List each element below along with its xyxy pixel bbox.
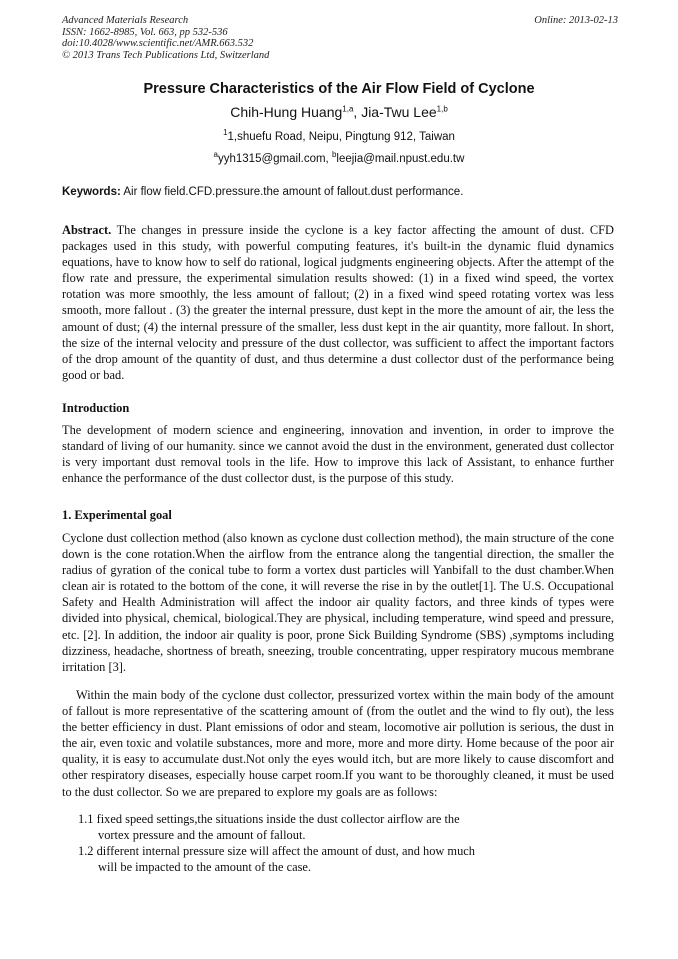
keywords [62, 186, 463, 198]
keywords-label: Keywords: [62, 186, 121, 198]
doi-line: doi:10.4028/www.scientific.net/AMR.663.532 [62, 38, 254, 50]
author-affiliation-mark: 1,a [342, 104, 354, 114]
email-mark: a [213, 150, 218, 160]
goal-item-1-line-1: 1.1 fixed speed settings,the situations inside the dust collector airflow are the [78, 812, 460, 826]
affiliation-address: 1,shuefu Road, Neipu, Pingtung 912, Taiwan [227, 131, 455, 143]
section-heading-experimental-goal: 1. Experimental goal [62, 508, 172, 522]
copyright-line: © 2013 Trans Tech Publications Ltd, Switzerland [62, 49, 270, 61]
author-separator: , [353, 104, 362, 120]
affiliation [0, 128, 678, 143]
experimental-goal-paragraph-1: Cyclone dust collection method (also known as cyclone dust collection method), the main structure of the cone down is the cone rotation.When the airflow from the entrance along the tangential direction, the smaller the radius of gyration of the conical tube to form a vortex dust particles will Yanbifall to the dust chamber.When clean air is rotated to the bottom of the cone, it will reverse the rise in by the outlet[1]. The U.S. Occupational Safety and Health Administration will affect the indoor air quality factors, and three kinds of types were divided into physical, chemical, biological.They are physical, including temperature, wind speed and pressure, etc. [2]. In addition, the indoor air quality is poor, prone Sick Building Syndrome (SBS) ,symptoms including dizziness, headache, shortness of breath, sneezing, trouble concentrating, upper respiratory mucous membrane irritation [3]. [62, 531, 614, 674]
goal-item-1-line-2: vortex pressure and the amount of fallout. [98, 828, 306, 843]
journal-name: Advanced Materials Research [62, 15, 189, 26]
goal-item-2 [78, 843, 578, 875]
section-heading-introduction: Introduction [62, 401, 130, 415]
keywords-text: Air flow field.CFD.pressure.the amount of fallout.dust performance. [120, 186, 464, 198]
online-date: Online: 2013-02-13 [534, 15, 618, 26]
journal-header [62, 15, 618, 61]
experimental-goal-paragraph-2: Within the main body of the cyclone dust collector, pressurized vortex within the main body of the amount of fallout is more representative of the scattering amount of (from the outlet and the wind to fly out), the less the better efficiency in dust. Plant emissions of odor and steam, locomotive air pollution is serious, the dust in the air, even toxic and volatile substances, more and more, more and more dirty. Home because of the poor air quality, it is easy to accumulate dust.Not only the eyes would itch, but are more likely to cause discomfort and other respiratory diseases, especially house carpet room.If you want to be thoroughly cleaned, it must be used to the dust collector. So we are prepared to explore my goals are as follows: [62, 688, 614, 799]
abstract-text: The changes in pressure inside the cyclone is a key factor affecting the amount of dust. CFD packages used in this study, with powerful computing features, it's built-in the dynamic fluid dynamics equations, have to know how to self do rational, logical judgments engineering objects. After the attempt of the flow rate and pressure, the experimental simulation results showed: (1) in a fixed wind speed, the vortex rotation was more smoothly, the less amount of fallout; (2) in a fixed wind speed rotating vortex was less smooth, more fallout . (3) the greater the internal pressure, dust kept in the more the amount of air, the less the amount of dust; (4) the internal pressure of the smaller, less dust kept in the air quantity, more fallout. In short, the size of the internal velocity and pressure of the dust collector, was sufficient to affect the important factors of the drop amount of the quantity of dust, and thus determine a dust collector dust of the performance being good or bad. [62, 223, 614, 382]
email-mark: b [331, 150, 337, 160]
email-link[interactable]: yyh1315@gmail.com, [218, 153, 332, 165]
goal-item-2-line-2: will be impacted to the amount of the case. [98, 860, 311, 875]
author-affiliation-mark: 1,b [436, 104, 448, 114]
goal-item-2-line-1: 1.2 different internal pressure size will affect the amount of dust, and how much [78, 844, 475, 858]
author-emails [0, 150, 678, 165]
paper-title: Pressure Characteristics of the Air Flow Field of Cyclone [143, 81, 535, 97]
email-link[interactable]: leejia@mail.npust.edu.tw [336, 153, 465, 165]
abstract [62, 222, 614, 383]
affiliation-mark: 1 [223, 128, 228, 138]
issn-line: ISSN: 1662-8985, Vol. 663, pp 532-536 [62, 26, 228, 38]
goal-item-1 [78, 811, 578, 843]
author-name: Jia-Twu Lee [361, 104, 437, 120]
introduction-paragraph: The development of modern science and engineering, innovation and invention, in order to improve the standard of living of our humanity. since we cannot avoid the dust in the environment, generated dust collector is very important dust removal tools in the life. How to improve this lack of Assistant, to enhance further enhance the performance of the dust collector dust, is the purpose of this study. [62, 423, 614, 486]
author-name: Chih-Hung Huang [230, 104, 343, 120]
author-list [0, 104, 678, 120]
abstract-label: Abstract. [62, 223, 112, 237]
